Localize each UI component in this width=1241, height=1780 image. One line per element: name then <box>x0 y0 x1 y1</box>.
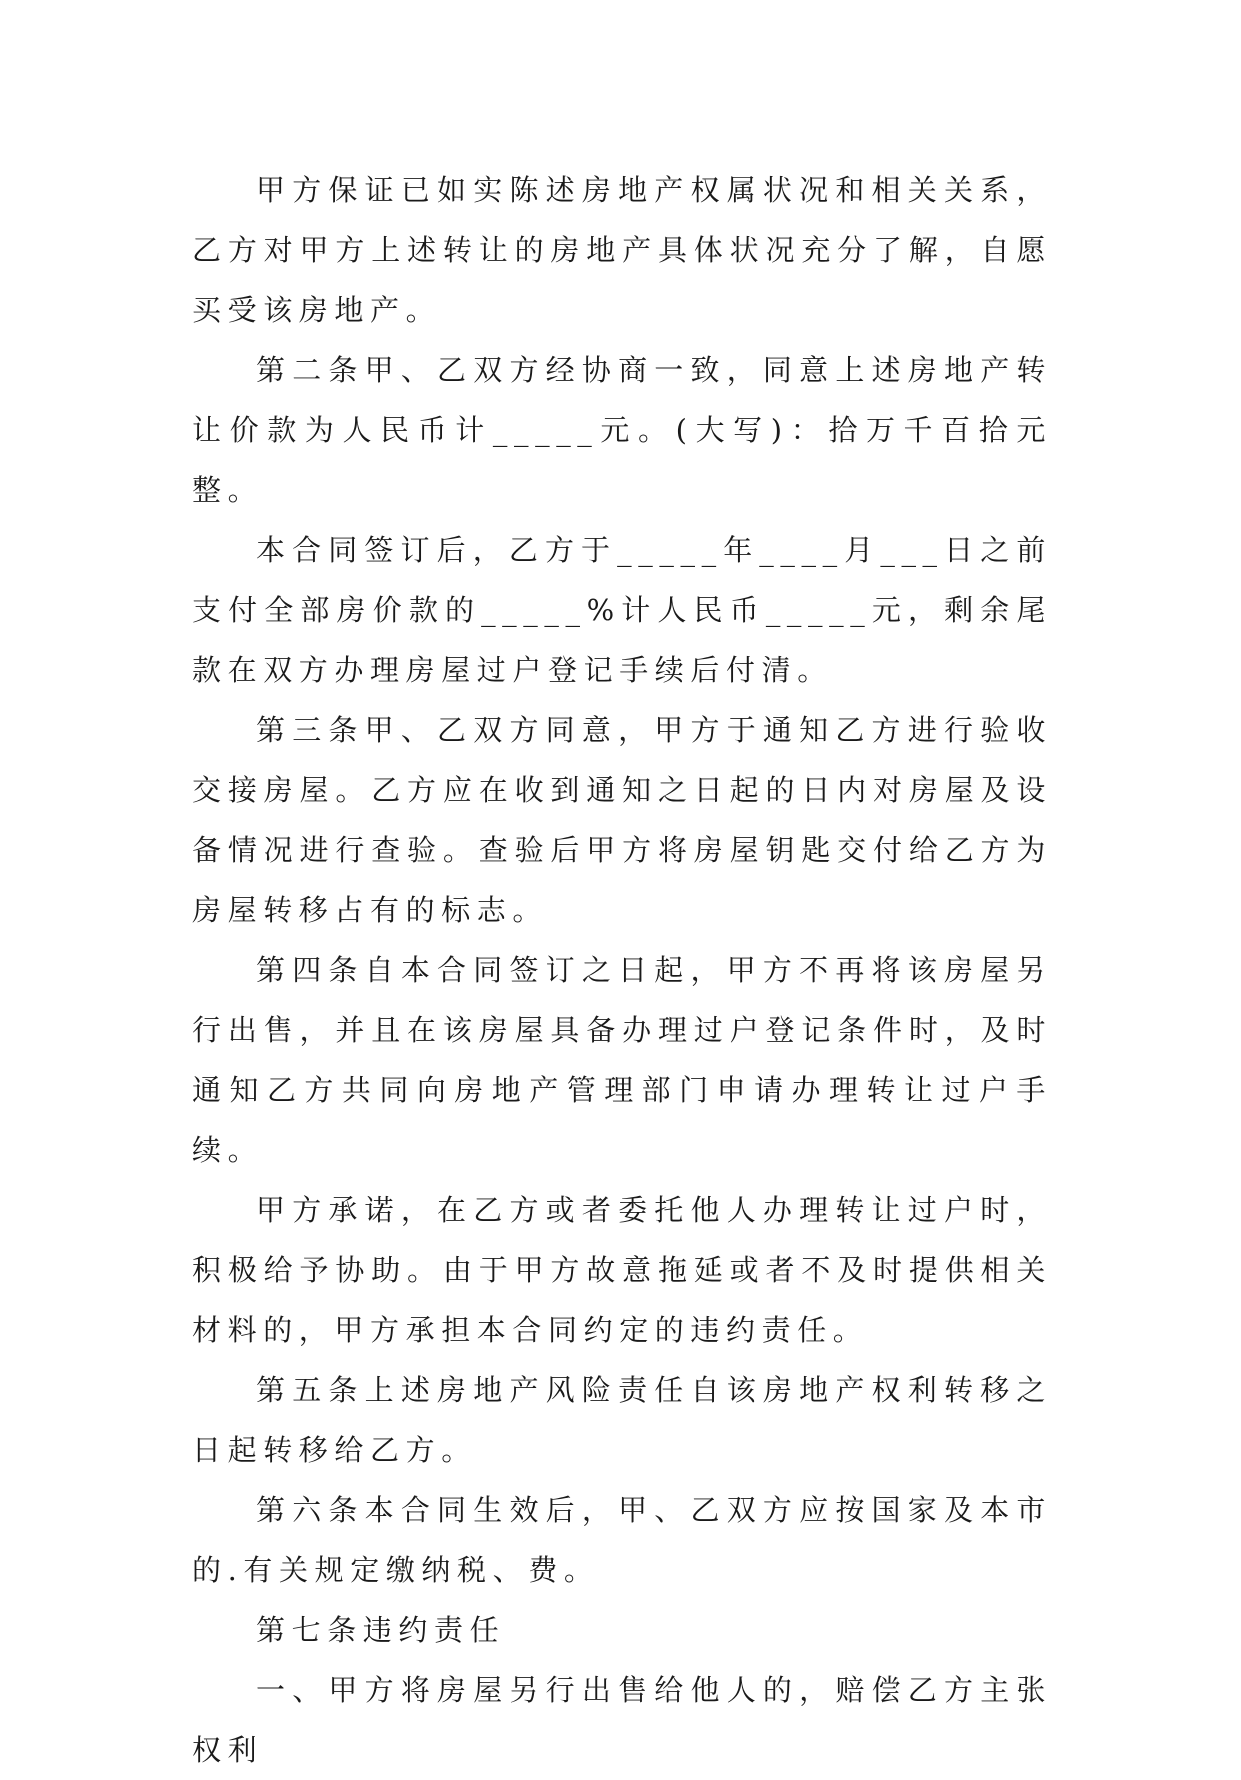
document-body <box>192 160 1052 1780</box>
paragraph-article-5-risk: 第五条上述房地产风险责任自该房地产权利转移之日起转移给乙方。 <box>192 1373 1052 1467</box>
paragraph-seller-commitment: 甲方承诺，在乙方或者委托他人办理转让过户时，积极给予协助。由于甲方故意拖延或者不及时提供相关材料的，甲方承担本合同约定的违约责任。 <box>192 1193 1052 1347</box>
paragraph-article-4-transfer: 第四条自本合同签订之日起，甲方不再将该房屋另行出售，并且在该房屋具备办理过户登记条件时，及时通知乙方共同向房地产管理部门申请办理转让过户手续。 <box>192 953 1052 1167</box>
paragraph-breach-clause-1: 一、甲方将房屋另行出售给他人的，赔偿乙方主张权利 <box>192 1673 1052 1767</box>
paragraph-article-3-handover: 第三条甲、乙双方同意，甲方于通知乙方进行验收交接房屋。乙方应在收到通知之日起的日内对房屋及设备情况进行查验。查验后甲方将房屋钥匙交付给乙方为房屋转移占有的标志。 <box>192 713 1052 927</box>
paragraph-payment-terms: 本合同签订后，乙方于_____年____月___日之前支付全部房价款的_____%计人民币_____元，剩余尾款在双方办理房屋过户登记手续后付清。 <box>192 533 1052 687</box>
paragraph-article-6-taxes: 第六条本合同生效后，甲、乙双方应按国家及本市的.有关规定缴纳税、费。 <box>192 1493 1052 1587</box>
paragraph-ownership-guarantee: 甲方保证已如实陈述房地产权属状况和相关关系，乙方对甲方上述转让的房地产具体状况充分了解，自愿买受该房地产。 <box>192 173 1052 327</box>
paragraph-article-7-heading: 第七条违约责任 <box>256 1613 506 1647</box>
paragraph-article-2-price: 第二条甲、乙双方经协商一致，同意上述房地产转让价款为人民币计_____元。(大写)：拾万千百拾元整。 <box>192 353 1052 507</box>
